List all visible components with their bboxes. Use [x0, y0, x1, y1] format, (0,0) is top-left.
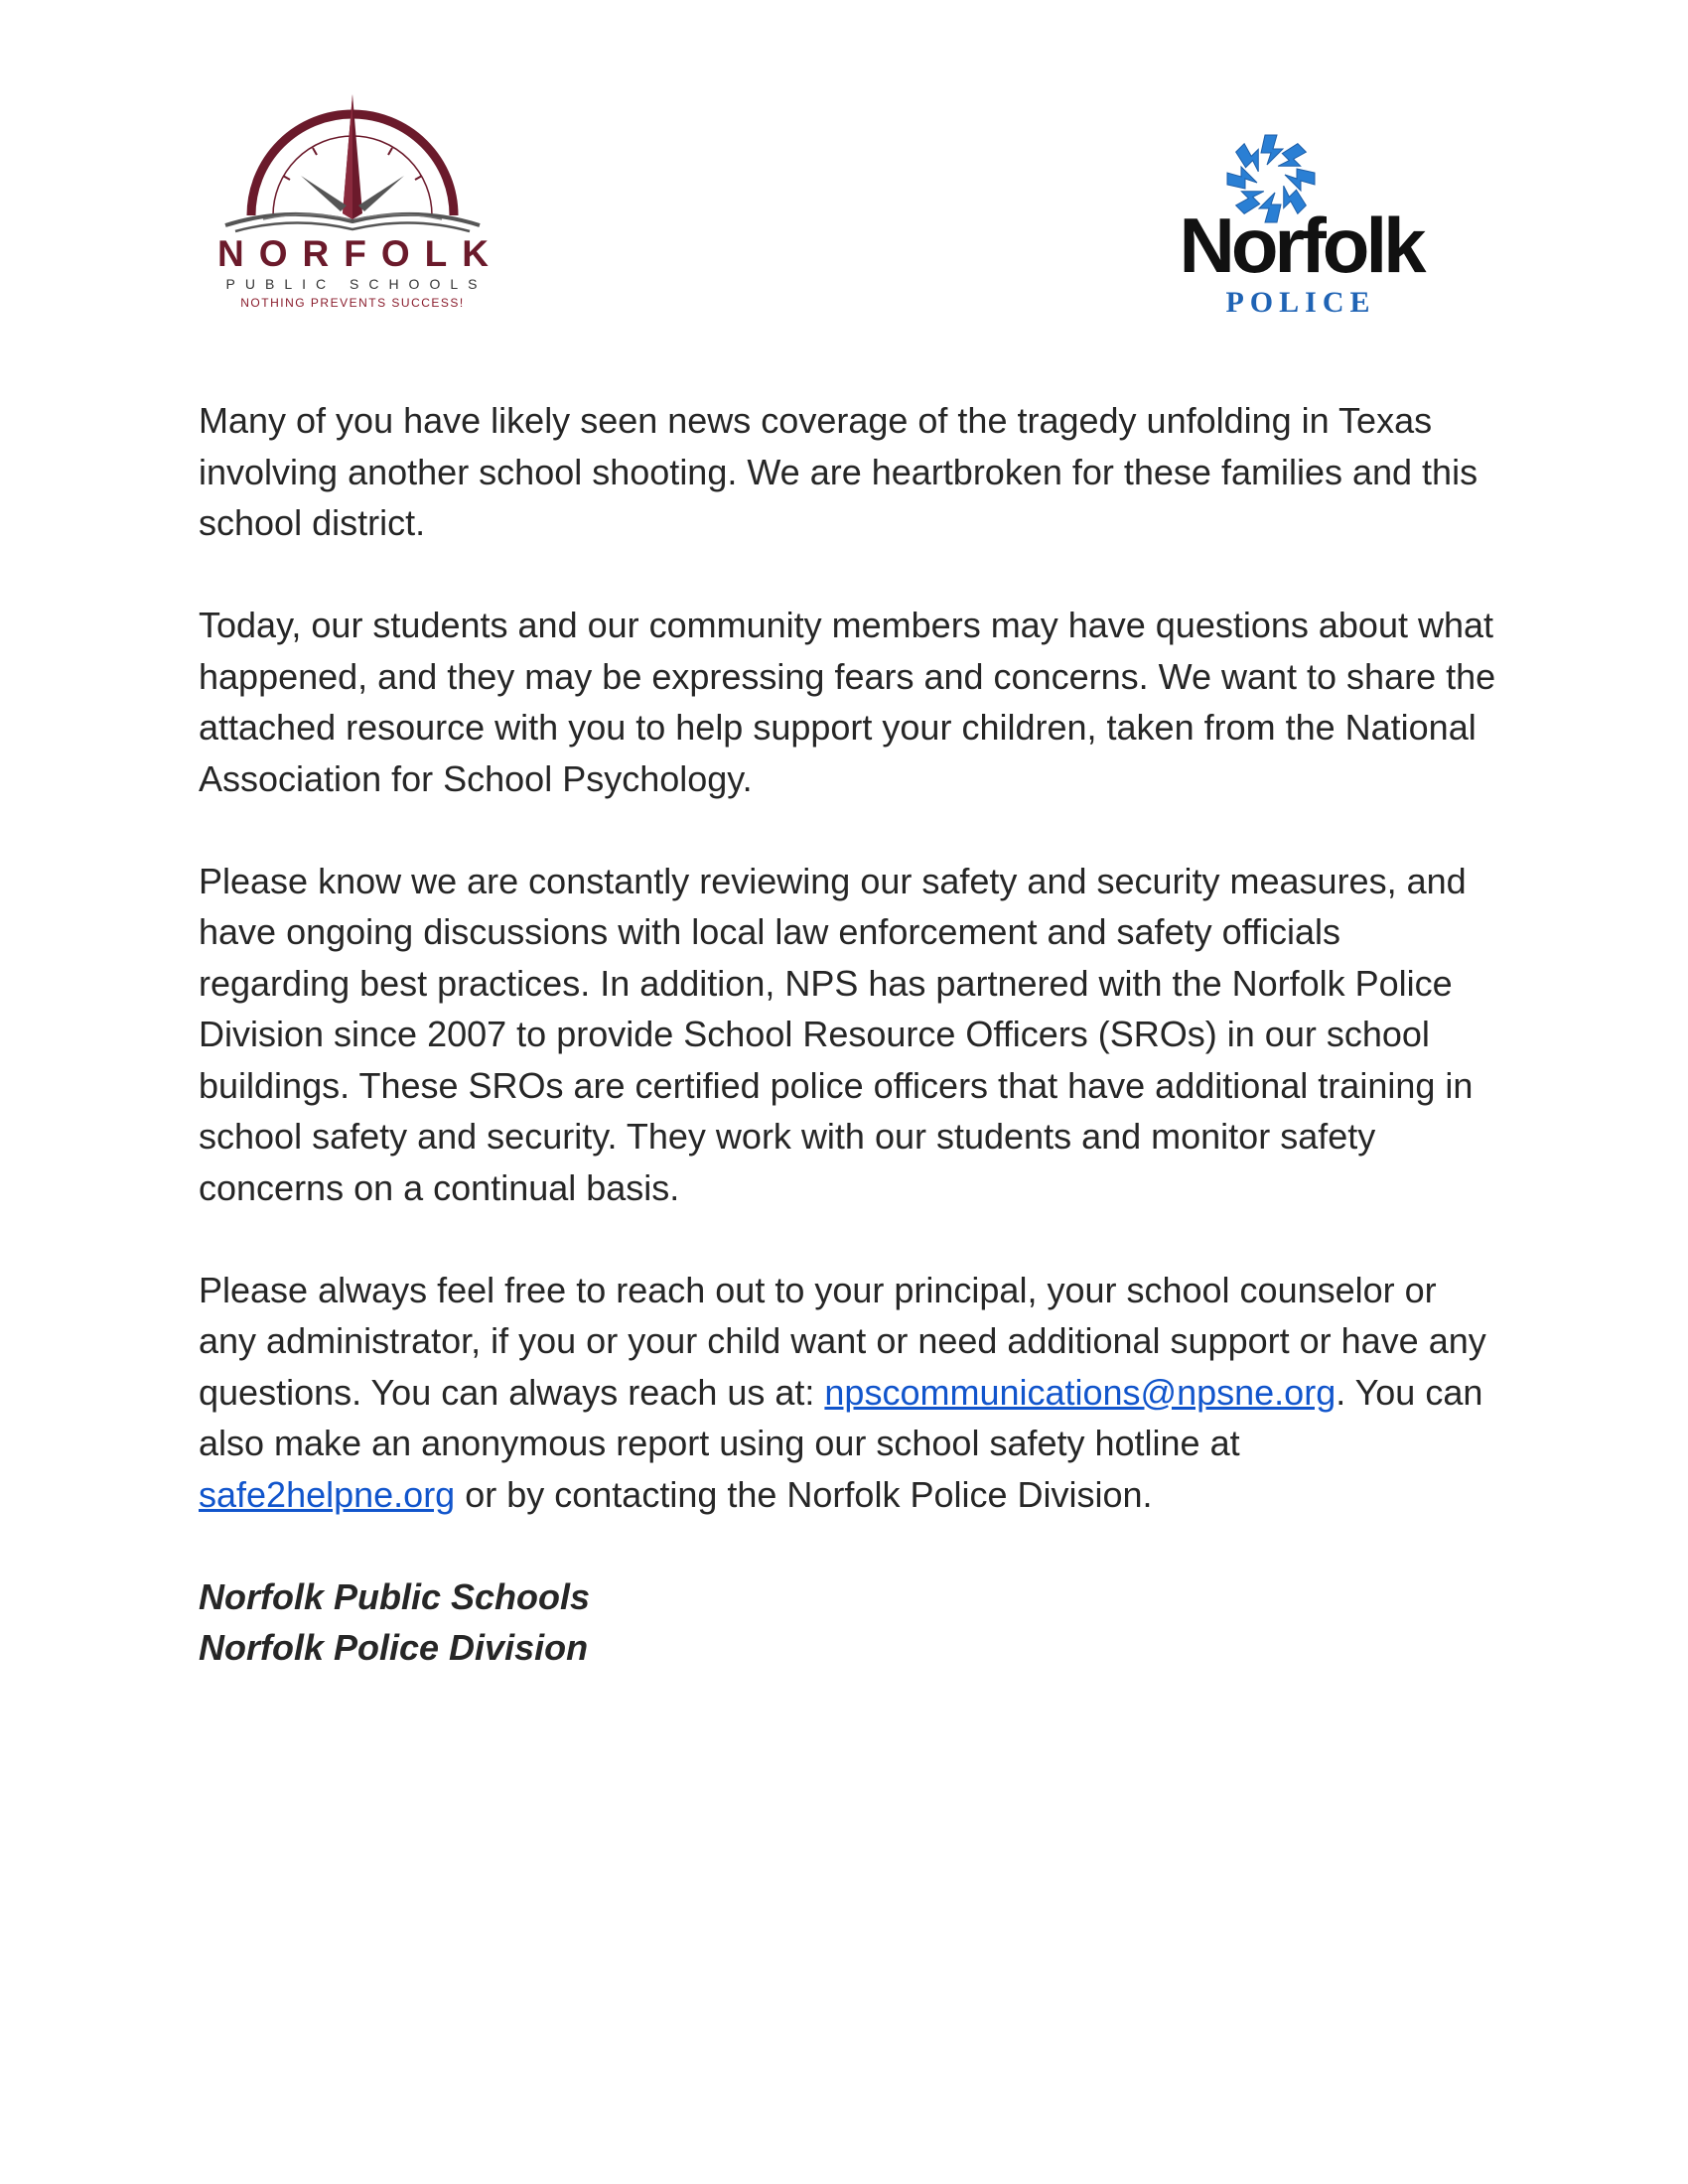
paragraph-4-middle: . You can also make an anonymous report using our school safety hotline at: [199, 1371, 1483, 1463]
paragraph-4-end: or by contacting the Norfolk Police Division.: [455, 1473, 1153, 1515]
email-link[interactable]: npscommunications@npsne.org: [824, 1371, 1336, 1413]
paragraph-3: Please know we are constantly reviewing our safety and security measures, and have ongoing discussions with local law enforcement and safety officials regarding best practices. In addition, NPS has partnered with the Norfolk Police Division since 2007 to provide School Resource Officers (SROs) in our school buildings. These SROs are certified police officers that have additional training in school safety and security. They work with our students and monitor safety concerns on a continual basis.: [199, 860, 1474, 1208]
nps-logo-subtitle: PUBLIC SCHOOLS: [225, 276, 488, 292]
paragraph-2: Today, our students and our community members may have questions about what happened, and they may be expressing fears and concerns. We want to share the attached resource with you to help support your children, taken from the National Association for School Psychology.: [199, 605, 1496, 799]
signature: [199, 1571, 1499, 1674]
letter-body: [199, 395, 1499, 1724]
compass-book-emblem-icon: [213, 94, 492, 233]
hotline-link[interactable]: safe2helpne.org: [199, 1473, 456, 1515]
nps-logo-tagline: NOTHING PREVENTS SUCCESS!: [240, 296, 465, 310]
norfolk-public-schools-logo: [204, 94, 501, 318]
signature-line-1: Norfolk Public Schools: [199, 1575, 591, 1617]
paragraph-4-intro: Please always feel free to reach out to your principal, your school counselor or any administrator, if you or your child want or need additional support or have any questions. You can always reach us at:: [199, 1269, 1486, 1413]
police-logo-name: Norfolk: [1179, 202, 1423, 289]
nps-logo-name: NORFOLK: [217, 233, 503, 274]
police-logo-subtitle: POLICE: [1225, 286, 1376, 319]
paragraph-1: Many of you have likely seen news coverage of the tragedy unfolding in Texas involving another school shooting. We are heartbroken for these families and this school district.: [199, 400, 1478, 543]
norfolk-police-logo: [1152, 129, 1450, 319]
paragraph-4: [199, 1265, 1499, 1521]
signature-line-2: Norfolk Police Division: [199, 1627, 589, 1668]
